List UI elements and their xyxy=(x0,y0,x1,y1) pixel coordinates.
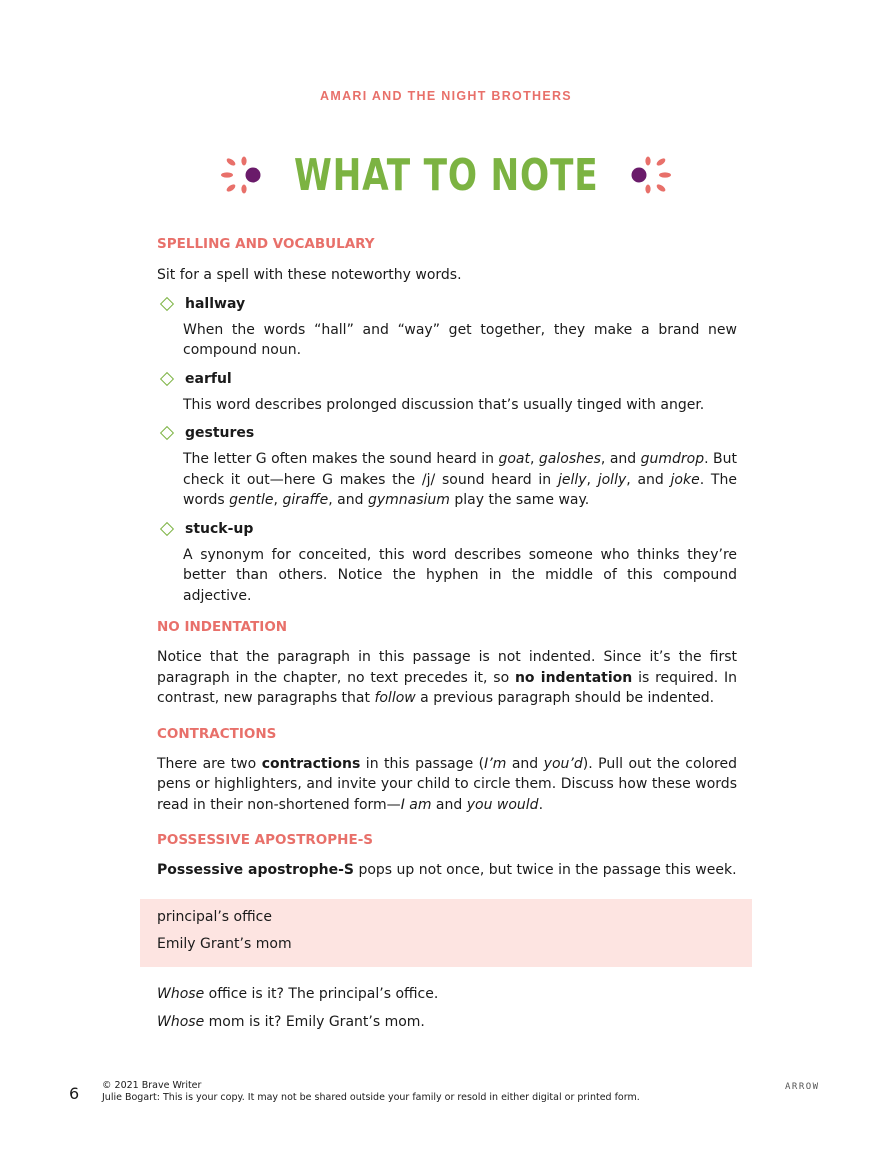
vocab-item xyxy=(157,296,737,312)
vocab-description: A synonym for conceited, this word describes someone who thinks they’re better than others. Notice the hyphen in the middle of this compound adjective. xyxy=(183,546,737,604)
flower-burst-icon xyxy=(221,153,265,197)
possessive-text: Possessive apostrophe-S pops up not once, but twice in the passage this week. xyxy=(157,862,737,878)
spelling-intro: Sit for a spell with these noteworthy words. xyxy=(157,267,462,283)
possessive-questions xyxy=(157,984,737,1039)
flower-burst-icon xyxy=(627,153,671,197)
section-indentation xyxy=(157,619,737,709)
vocab-item xyxy=(157,425,737,441)
example-callout xyxy=(140,899,752,967)
section-heading-indentation: NO INDENTATION xyxy=(157,619,288,635)
vocab-term: hallway xyxy=(185,295,246,312)
vocab-description: The letter G often makes the sound heard in goat, galoshes, and gumdrop. But check it out—here G makes the /j/ sound heard in jelly, jolly, and joke. The words gentle, giraffe, and gymnasium play the same way. xyxy=(183,451,737,508)
vocab-term: earful xyxy=(185,370,232,387)
page-title: WHAT TO NOTE xyxy=(293,149,599,201)
vocab-description: This word describes prolonged discussion that’s usually tinged with anger. xyxy=(183,396,705,413)
section-contractions xyxy=(157,726,737,816)
section-heading-spelling: SPELLING AND VOCABULARY xyxy=(157,236,375,252)
vocab-item xyxy=(157,371,737,387)
section-possessive xyxy=(157,832,737,881)
section-heading-possessive: POSSESSIVE APOSTROPHE-S xyxy=(157,832,374,848)
example-item: principal’s office xyxy=(157,909,272,925)
diamond-bullet-icon xyxy=(160,426,174,440)
indentation-text: Notice that the paragraph in this passage is not indented. Since it’s the first paragraph in the chapter, no text precedes it, so no indentation is required. In contrast, new paragraphs that follow a previous paragraph should be indented. xyxy=(157,649,737,706)
contractions-text: There are two contractions in this passage (I’m and you’d). Pull out the colored pens or highlighters, and invite your child to circle them. Discuss how these words read in their non-shortened form—I am and you would. xyxy=(157,755,737,813)
brand-logo: ARROW xyxy=(785,1082,820,1092)
section-heading-contractions: CONTRACTIONS xyxy=(157,725,277,742)
example-item: Emily Grant’s mom xyxy=(157,936,292,952)
diamond-bullet-icon xyxy=(160,296,174,310)
vocab-item xyxy=(157,521,737,537)
page-number: 6 xyxy=(69,1084,80,1103)
page-headline xyxy=(0,140,892,210)
vocab-description: When the words “hall” and “way” get together, they make a brand new compound noun. xyxy=(183,321,737,358)
diamond-bullet-icon xyxy=(160,521,174,535)
footer-copyright: © 2021 Brave Writer Julie Bogart: This is your copy. It may not be shared outside your family or resold in either digital or printed form. xyxy=(102,1080,640,1103)
question-line: Whose office is it? The principal’s office. xyxy=(157,986,439,1002)
diamond-bullet-icon xyxy=(160,371,174,385)
vocab-term: stuck-up xyxy=(185,520,254,537)
main-content xyxy=(157,236,737,881)
series-title: AMARI AND THE NIGHT BROTHERS xyxy=(320,89,572,103)
question-line: Whose mom is it? Emily Grant’s mom. xyxy=(157,1013,425,1030)
vocab-term: gestures xyxy=(185,425,255,441)
